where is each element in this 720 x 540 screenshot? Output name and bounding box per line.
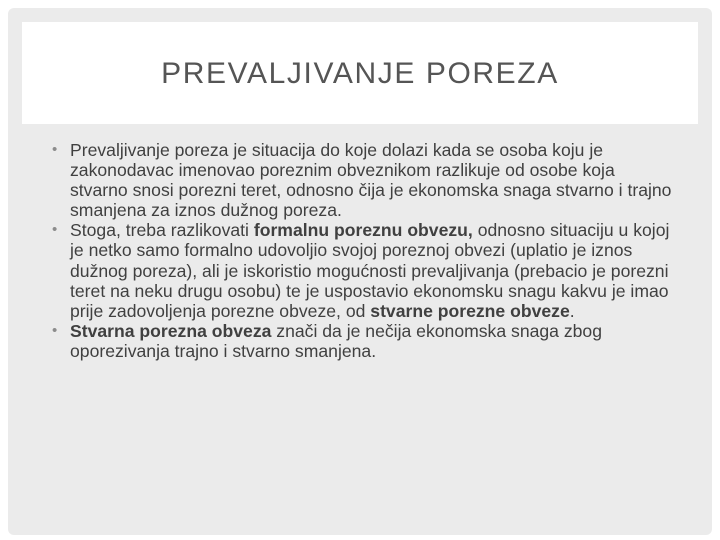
bullet-item	[52, 140, 672, 220]
bullet-icon: •	[52, 141, 58, 158]
bullet-icon: •	[52, 221, 58, 239]
bullet-text: .	[569, 300, 575, 321]
bullet-text: Prevaljivanje poreza je situacija do koje dolazi kada se osoba koju je zakonodavac imenovao poreznim obveznikom razlikuje od osobe koja stvarno snosi porezni teret, odnosno čija je ekonomska snaga stvarno i trajno smanjena za iznos dužnog poreza.	[70, 140, 672, 221]
bullet-text: odnosno situaciju u kojoj je netko samo formalno udovoljio svojoj poreznoj obvezi (uplatio je iznos dužnog poreza), ali je iskoristio mogućnosti prevaljivanja (prebacio je porezni teret na neku drugu osobu) te je uspostavio ekonomsku snagu kakvu je imao prije zadovoljenja porezne obveze, od	[70, 220, 670, 321]
bullet-text: Stoga, treba razlikovati	[70, 220, 254, 241]
bullet-item	[52, 321, 672, 361]
bullet-item	[52, 220, 672, 320]
title-box	[22, 22, 698, 124]
bullet-text-bold: formalnu poreznu obvezu,	[253, 220, 473, 241]
slide-title: PREVALJIVANJE POREZA	[161, 57, 559, 90]
bullet-list	[52, 140, 672, 361]
bullet-text-bold: Stvarna porezna obveza	[70, 320, 272, 341]
bullet-text-bold: stvarne porezne obveze	[370, 300, 570, 321]
bullet-text: znači da je nečija ekonomska snaga zbog oporezivanja trajno i stvarno smanjena.	[70, 320, 603, 361]
bullet-icon: •	[52, 321, 58, 339]
